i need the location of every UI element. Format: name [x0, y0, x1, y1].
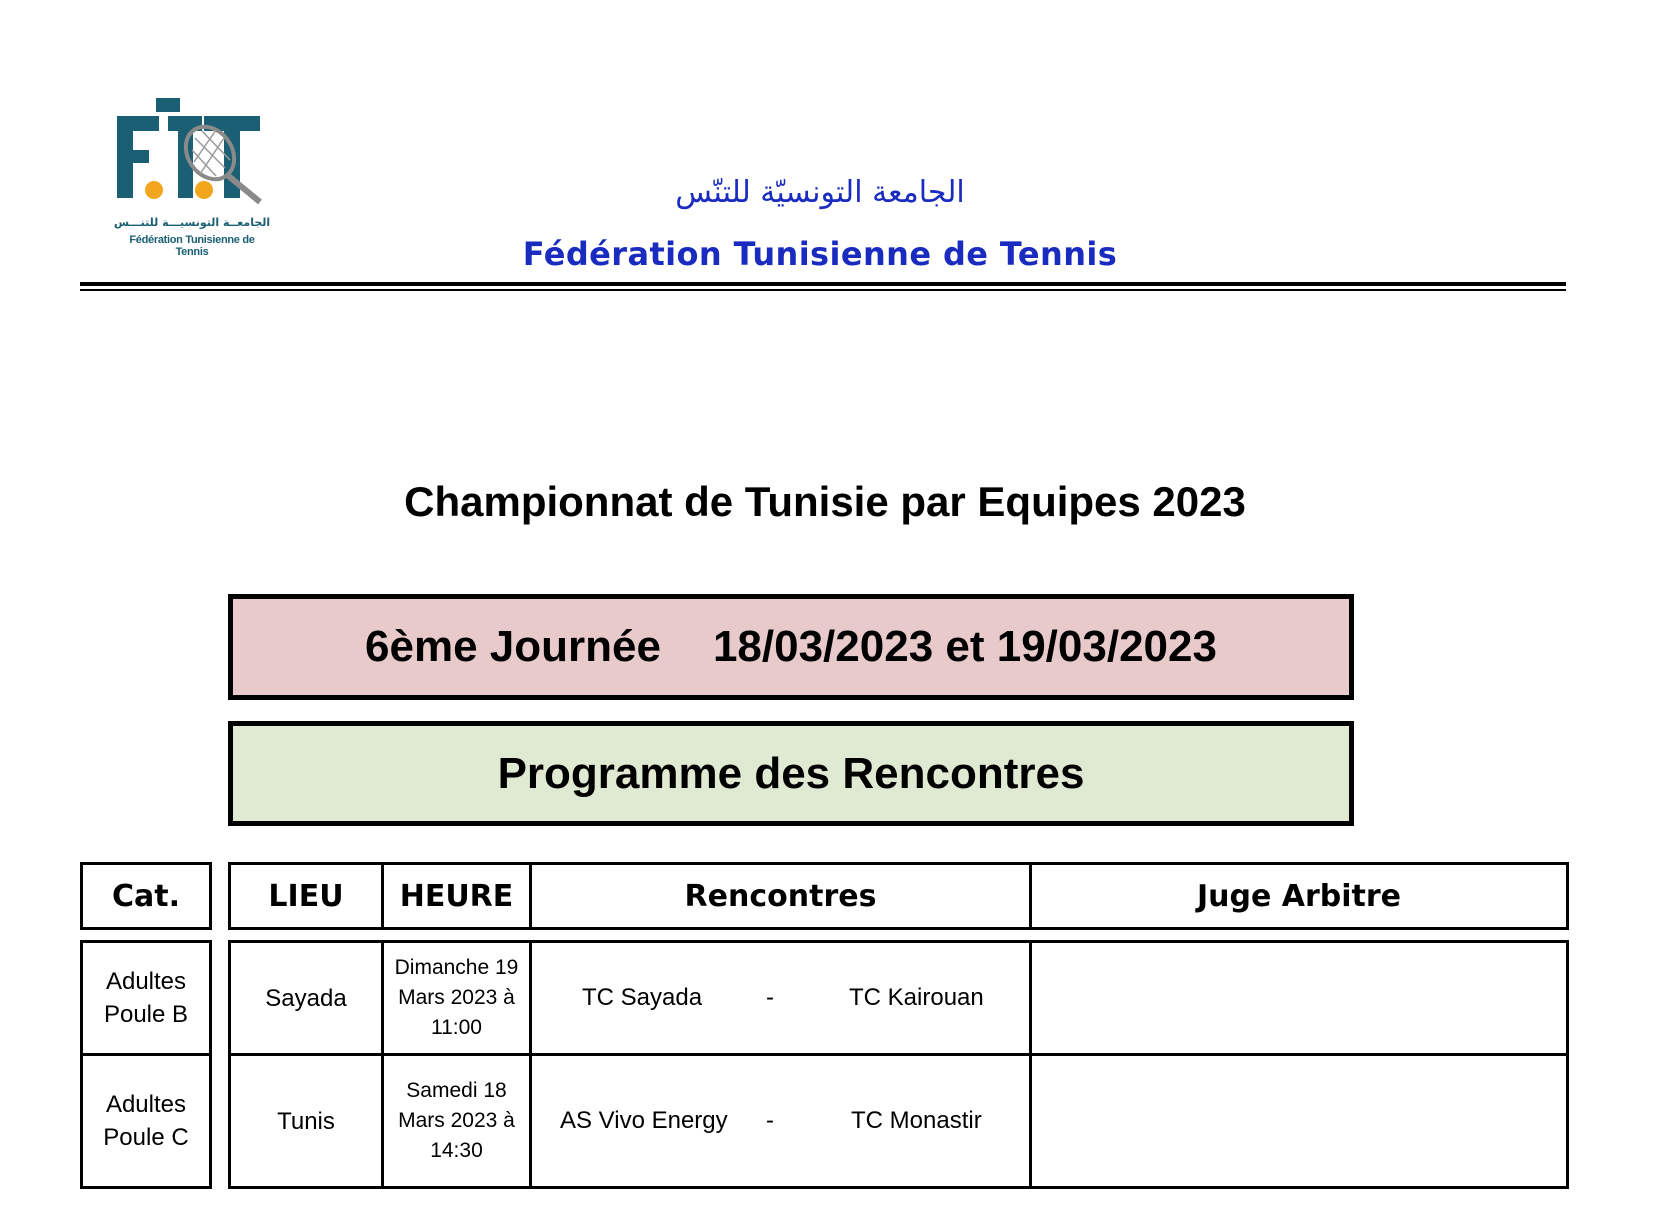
row-2-away-team: TC Monastir — [851, 1107, 982, 1134]
ftt-logo-graphic — [112, 98, 284, 216]
header-rencontres-label: Rencontres — [684, 878, 877, 914]
row-1-heure-line1: Dimanche 19 — [394, 956, 519, 979]
row-1-away-team: TC Kairouan — [849, 984, 984, 1011]
header-juge-arbitre — [1029, 862, 1569, 930]
header-cat-label: Cat. — [112, 878, 180, 914]
header-divider-thick — [80, 282, 1566, 286]
header-heure — [381, 862, 532, 930]
table-row-2-lieu — [228, 1053, 384, 1189]
row-2-heure-line1: Samedi 18 — [406, 1079, 507, 1102]
row-1-heure-line2: Mars 2023 à — [398, 986, 515, 1009]
header-rencontres — [529, 862, 1032, 930]
ftt-logo — [112, 98, 284, 258]
table-row-2-heure — [381, 1053, 532, 1189]
header-juge-label: Juge Arbitre — [1196, 878, 1402, 914]
logo-arabic-text: الجامعــة التونسيـــة للتنـــس — [113, 216, 271, 229]
header-lieu — [228, 862, 384, 930]
header-heure-label: HEURE — [399, 878, 514, 914]
row-2-cat-line1: Adultes — [105, 1091, 187, 1118]
logo-french-text: Fédération Tunisienne de Tennis — [129, 234, 255, 258]
table-row-2-juge — [1029, 1053, 1569, 1189]
programme-banner — [228, 721, 1354, 826]
row-1-cat-line2: Poule B — [103, 1001, 189, 1028]
row-1-heure-line3: 11:00 — [430, 1016, 482, 1039]
table-row-1-cat — [80, 940, 212, 1056]
row-1-home-team: TC Sayada — [582, 984, 703, 1011]
row-2-heure-line3: 14:30 — [430, 1139, 483, 1162]
header-lieu-label: LIEU — [268, 878, 344, 914]
federation-arabic-name: الجامعة التونسيّة للتنّس — [675, 175, 965, 210]
header-cat — [80, 862, 212, 930]
table-row-1-juge — [1029, 940, 1569, 1056]
row-2-home-team: AS Vivo Energy — [560, 1107, 728, 1134]
table-row-2-cat — [80, 1053, 212, 1189]
journee-dates: 18/03/2023 et 19/03/2023 — [712, 622, 1217, 671]
row-1-separator: - — [766, 984, 774, 1011]
row-2-lieu: Tunis — [277, 1107, 335, 1135]
table-row-1-heure — [381, 940, 532, 1056]
header-divider-thin — [80, 289, 1566, 291]
federation-french-name: Fédération Tunisienne de Tennis — [522, 235, 1118, 273]
row-2-heure-line2: Mars 2023 à — [398, 1109, 515, 1132]
row-1-cat-line1: Adultes — [105, 968, 187, 995]
journee-label: 6ème Journée — [365, 622, 661, 671]
table-row-2-rencontre — [529, 1053, 1032, 1189]
row-2-separator: - — [766, 1107, 774, 1134]
row-1-lieu: Sayada — [265, 984, 347, 1012]
table-row-1-lieu — [228, 940, 384, 1056]
table-row-1-rencontre — [529, 940, 1032, 1056]
championship-title: Championnat de Tunisie par Equipes 2023 — [404, 478, 1246, 525]
programme-title: Programme des Rencontres — [497, 749, 1085, 798]
row-2-cat-line2: Poule C — [103, 1124, 189, 1151]
journee-banner — [228, 594, 1354, 700]
